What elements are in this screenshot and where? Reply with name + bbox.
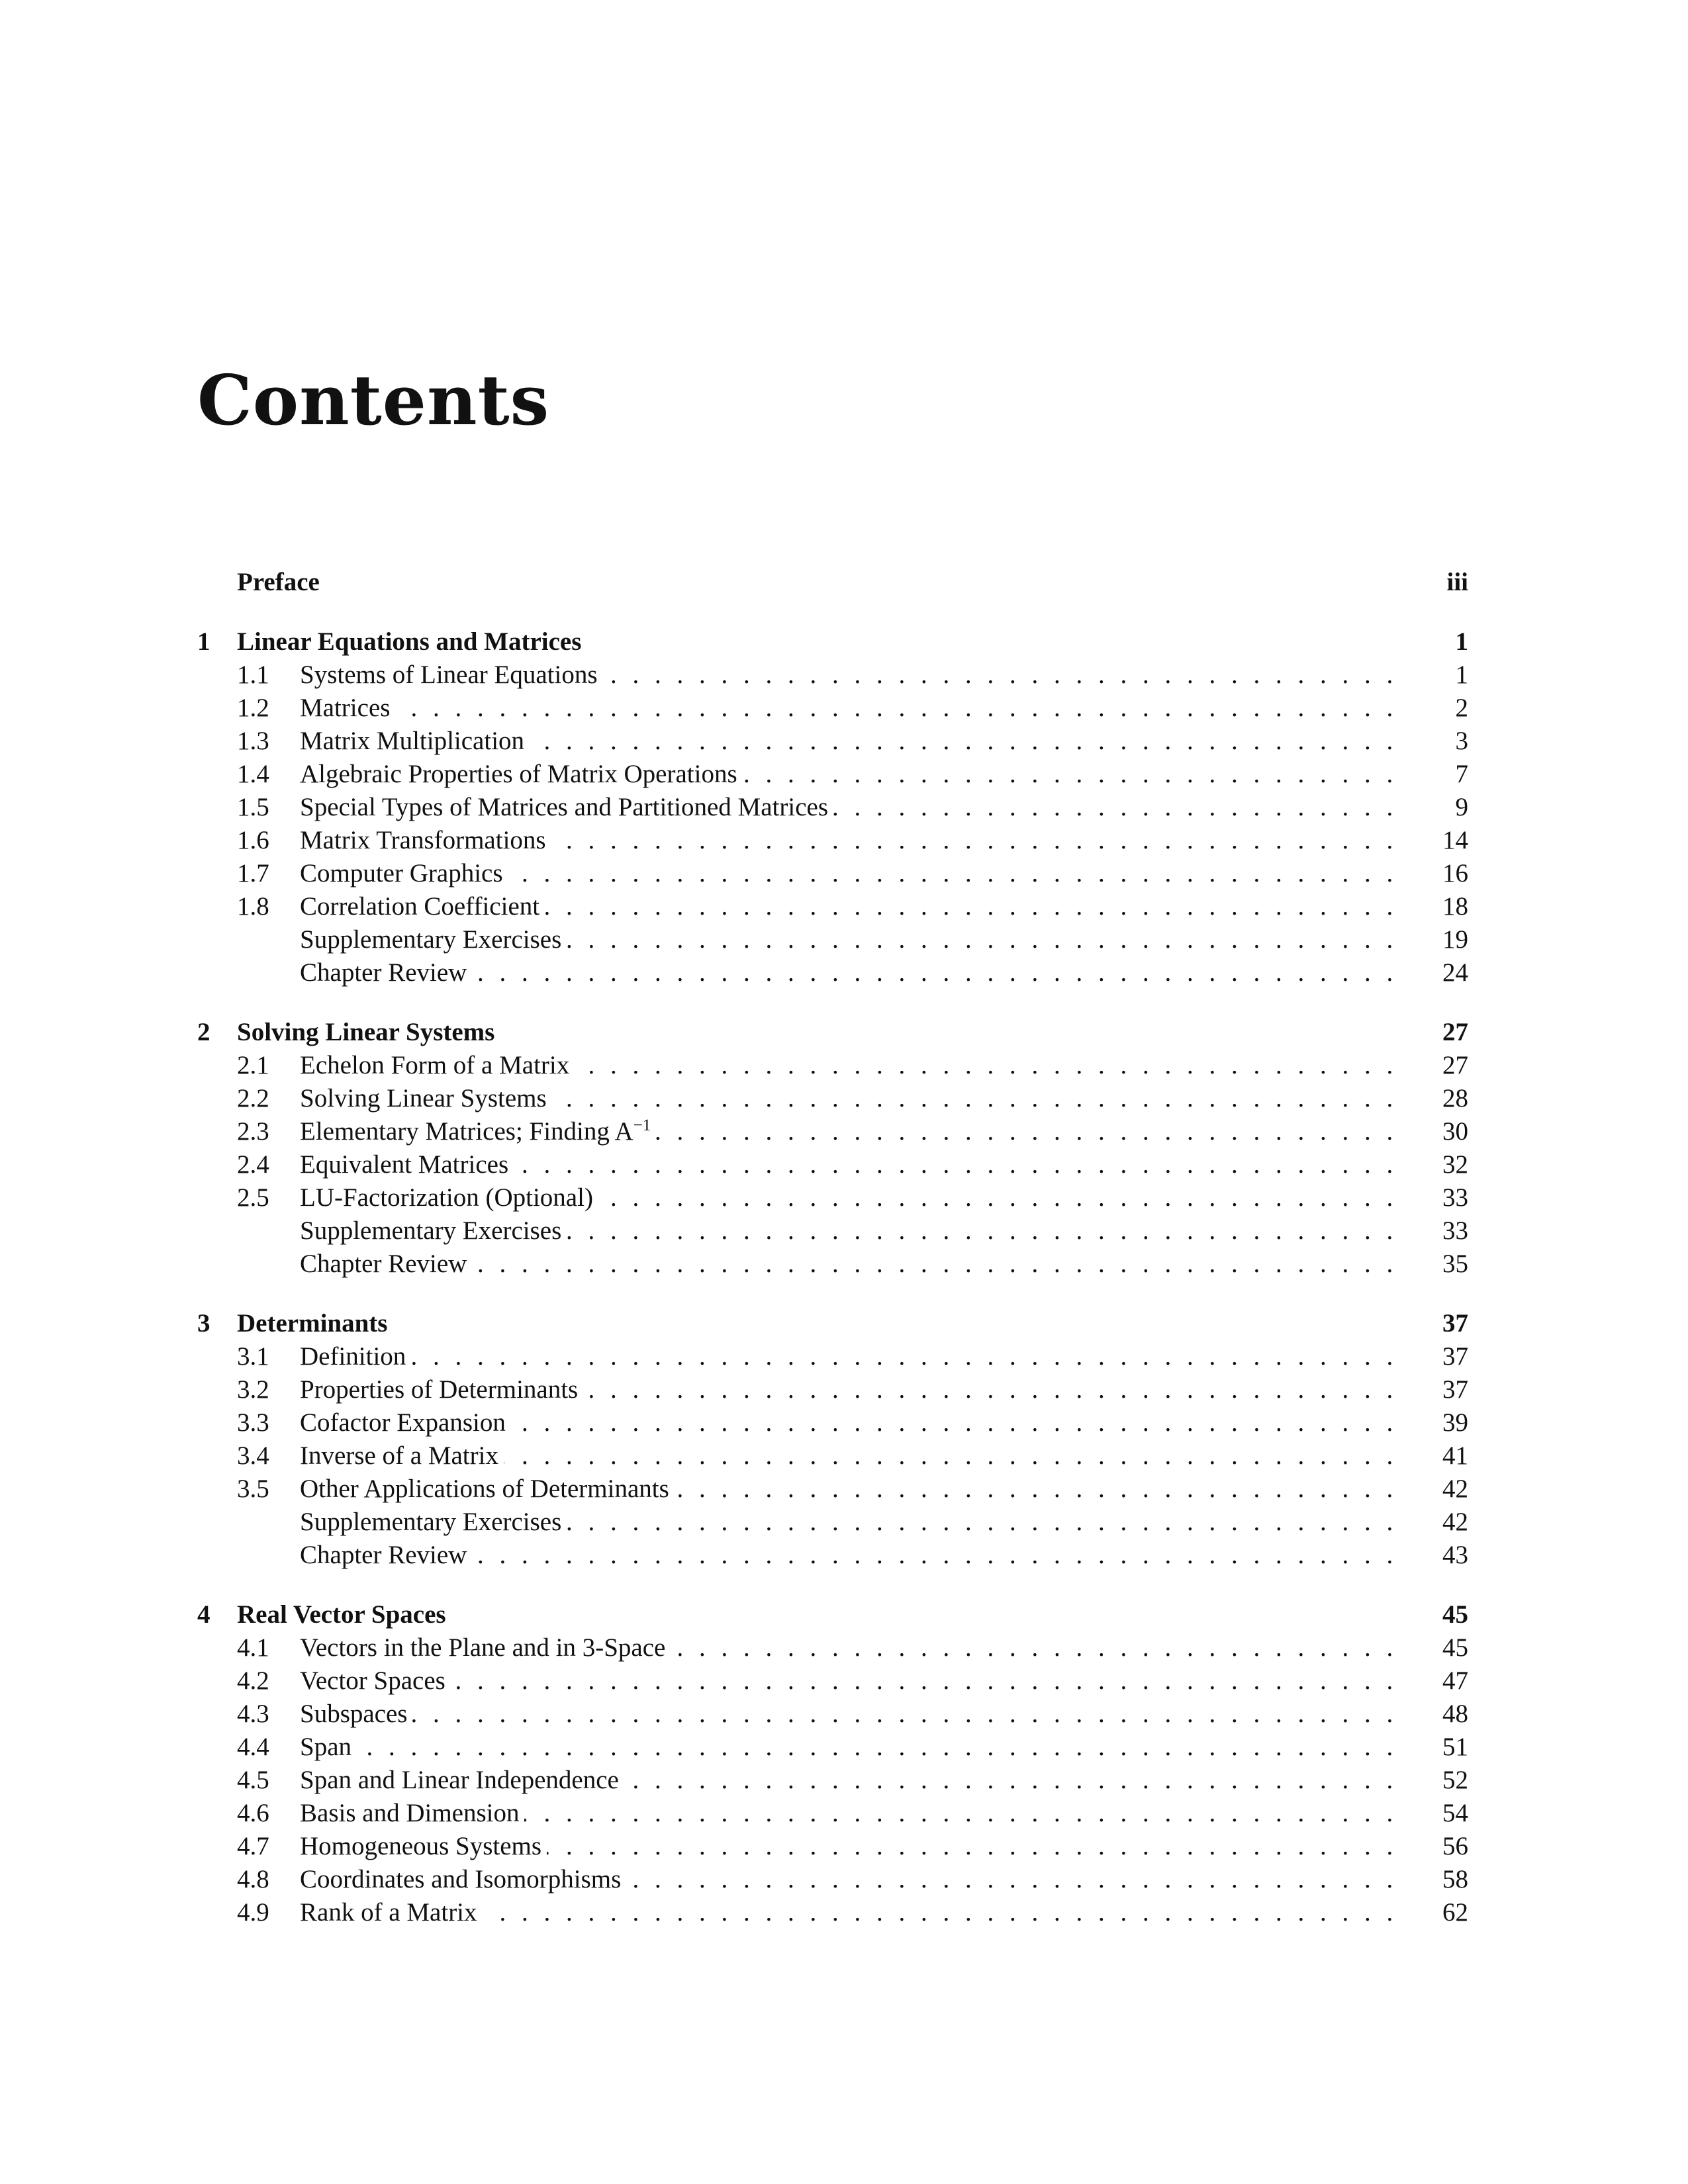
section-page: 43 bbox=[1442, 1541, 1468, 1569]
section-label: Matrices bbox=[300, 694, 395, 722]
chapter-page: 1 bbox=[1455, 627, 1468, 656]
section-leader bbox=[300, 1863, 1409, 1896]
section-page: 37 bbox=[1442, 1342, 1468, 1371]
section-page: 24 bbox=[1442, 958, 1468, 987]
section-label: Span bbox=[300, 1733, 357, 1761]
chapter-page: 37 bbox=[1442, 1309, 1468, 1338]
section-page: 51 bbox=[1442, 1733, 1468, 1761]
section-leader bbox=[300, 1506, 1409, 1539]
toc-chapter-3[interactable] bbox=[197, 1307, 1468, 1340]
section-page: 16 bbox=[1442, 859, 1468, 887]
section-page: 58 bbox=[1442, 1865, 1468, 1893]
section-leader bbox=[300, 1406, 1409, 1439]
section-label: Algebraic Properties of Matrix Operations bbox=[300, 760, 743, 788]
section-number: 4.9 bbox=[237, 1898, 269, 1927]
section-number: 4.1 bbox=[237, 1633, 269, 1662]
section-label: Span and Linear Independence bbox=[300, 1766, 624, 1794]
toc-section-row[interactable] bbox=[197, 890, 1468, 923]
toc-preface[interactable] bbox=[197, 566, 1468, 599]
toc-section-row[interactable] bbox=[197, 1506, 1468, 1539]
section-label: Basis and Dimension bbox=[300, 1799, 524, 1827]
toc-section-row[interactable] bbox=[197, 1049, 1468, 1082]
section-number: 4.4 bbox=[237, 1733, 269, 1761]
section-label: Subspaces bbox=[300, 1700, 412, 1728]
section-page: 37 bbox=[1442, 1375, 1468, 1404]
section-label: Matrix Multiplication bbox=[300, 727, 530, 755]
section-page: 48 bbox=[1442, 1700, 1468, 1728]
toc-section-row[interactable] bbox=[197, 1664, 1468, 1698]
section-leader bbox=[300, 659, 1409, 692]
section-page: 35 bbox=[1442, 1250, 1468, 1278]
section-label: Special Types of Matrices and Partitioned Matrices bbox=[300, 793, 833, 821]
toc-section-row[interactable] bbox=[197, 1340, 1468, 1373]
section-page: 9 bbox=[1455, 793, 1468, 821]
section-number: 1.2 bbox=[237, 694, 269, 722]
section-label: Vector Spaces bbox=[300, 1666, 451, 1695]
section-leader bbox=[300, 1664, 1409, 1698]
section-label-superscript: −1 bbox=[633, 1116, 651, 1134]
section-leader bbox=[300, 1631, 1409, 1664]
section-label: Inverse of a Matrix bbox=[300, 1441, 504, 1470]
section-page: 30 bbox=[1442, 1117, 1468, 1146]
toc-section-row[interactable] bbox=[197, 1698, 1468, 1731]
toc-section-row[interactable] bbox=[197, 1406, 1468, 1439]
section-page: 56 bbox=[1442, 1832, 1468, 1860]
toc-section-row[interactable] bbox=[197, 791, 1468, 824]
toc-section-row[interactable] bbox=[197, 1115, 1468, 1148]
section-page: 42 bbox=[1442, 1475, 1468, 1503]
section-page: 14 bbox=[1442, 826, 1468, 854]
section-number: 2.1 bbox=[237, 1051, 269, 1079]
section-number: 4.5 bbox=[237, 1766, 269, 1794]
toc-section-row[interactable] bbox=[197, 1181, 1468, 1214]
section-number: 1.8 bbox=[237, 892, 269, 921]
section-page: 2 bbox=[1455, 694, 1468, 722]
section-number: 3.3 bbox=[237, 1408, 269, 1437]
section-page: 39 bbox=[1442, 1408, 1468, 1437]
toc-section-row[interactable] bbox=[197, 956, 1468, 989]
section-page: 32 bbox=[1442, 1150, 1468, 1179]
section-label: Homogeneous Systems bbox=[300, 1832, 547, 1860]
chapter-title: Solving Linear Systems bbox=[237, 1018, 495, 1046]
chapter-list bbox=[197, 599, 1468, 1929]
section-leader bbox=[300, 1148, 1409, 1181]
section-leader bbox=[300, 1082, 1409, 1115]
section-page: 7 bbox=[1455, 760, 1468, 788]
section-label: Elementary Matrices; Finding $A^{-1}$ bbox=[300, 1117, 656, 1146]
section-leader bbox=[300, 1896, 1409, 1929]
section-page: 54 bbox=[1442, 1799, 1468, 1827]
section-leader bbox=[300, 857, 1409, 890]
section-label: Echelon Form of a Matrix bbox=[300, 1051, 575, 1079]
toc-section-row[interactable] bbox=[197, 1082, 1468, 1115]
section-leader bbox=[300, 725, 1409, 758]
toc-section-row[interactable] bbox=[197, 1539, 1468, 1572]
chapter-spacer bbox=[197, 989, 1468, 1016]
toc-section-row[interactable] bbox=[197, 758, 1468, 791]
page-title: Contents bbox=[197, 359, 550, 441]
section-label: Solving Linear Systems bbox=[300, 1084, 552, 1113]
section-page: 62 bbox=[1442, 1898, 1468, 1927]
section-number: 3.5 bbox=[237, 1475, 269, 1503]
section-page: 42 bbox=[1442, 1508, 1468, 1536]
toc-section-row[interactable] bbox=[197, 1214, 1468, 1248]
chapter-spacer bbox=[197, 1572, 1468, 1598]
toc-section-row[interactable] bbox=[197, 1896, 1468, 1929]
section-label: Chapter Review bbox=[300, 1541, 472, 1569]
section-page: 52 bbox=[1442, 1766, 1468, 1794]
section-leader bbox=[300, 1439, 1409, 1473]
section-leader bbox=[300, 1731, 1409, 1764]
chapter-number: 3 bbox=[197, 1309, 211, 1338]
section-label: Definition bbox=[300, 1342, 411, 1371]
section-label: Chapter Review bbox=[300, 1250, 472, 1278]
toc-section-row[interactable] bbox=[197, 725, 1468, 758]
toc-section-row[interactable] bbox=[197, 1248, 1468, 1281]
toc-section-row[interactable] bbox=[197, 659, 1468, 692]
section-number: 2.5 bbox=[237, 1183, 269, 1212]
section-page: 1 bbox=[1455, 660, 1468, 689]
section-page: 28 bbox=[1442, 1084, 1468, 1113]
toc-section-row[interactable] bbox=[197, 1439, 1468, 1473]
section-label: Properties of Determinants bbox=[300, 1375, 583, 1404]
section-page: 47 bbox=[1442, 1666, 1468, 1695]
section-label: Cofactor Expansion bbox=[300, 1408, 511, 1437]
section-page: 3 bbox=[1455, 727, 1468, 755]
chapter-title: Determinants bbox=[237, 1309, 388, 1338]
chapter-spacer bbox=[197, 599, 1468, 625]
section-number: 4.2 bbox=[237, 1666, 269, 1695]
section-label: Correlation Coefficient bbox=[300, 892, 545, 921]
section-leader bbox=[300, 758, 1409, 791]
section-leader bbox=[300, 1797, 1409, 1830]
section-leader bbox=[300, 824, 1409, 857]
section-label: Vectors in the Plane and in 3-Space bbox=[300, 1633, 671, 1662]
toc-section-row[interactable] bbox=[197, 1148, 1468, 1181]
section-number: 3.4 bbox=[237, 1441, 269, 1470]
section-leader bbox=[300, 1248, 1409, 1281]
section-label: Systems of Linear Equations bbox=[300, 660, 603, 689]
toc-section-row[interactable] bbox=[197, 1797, 1468, 1830]
section-leader bbox=[300, 1830, 1409, 1863]
section-leader bbox=[300, 692, 1409, 725]
section-page: 41 bbox=[1442, 1441, 1468, 1470]
section-page: 19 bbox=[1442, 925, 1468, 954]
section-leader bbox=[300, 1473, 1409, 1506]
section-number: 3.2 bbox=[237, 1375, 269, 1404]
section-page: 33 bbox=[1442, 1183, 1468, 1212]
section-label: Supplementary Exercises bbox=[300, 925, 567, 954]
toc-section-row[interactable] bbox=[197, 1631, 1468, 1664]
table-of-contents bbox=[197, 566, 1468, 1929]
toc-chapter-2[interactable] bbox=[197, 1016, 1468, 1049]
section-number: 1.5 bbox=[237, 793, 269, 821]
section-page: 33 bbox=[1442, 1216, 1468, 1245]
toc-chapter-4[interactable] bbox=[197, 1598, 1468, 1631]
toc-section-row[interactable] bbox=[197, 857, 1468, 890]
section-leader bbox=[300, 1181, 1409, 1214]
chapter-title: Real Vector Spaces bbox=[237, 1600, 446, 1629]
section-leader bbox=[300, 1214, 1409, 1248]
section-number: 4.8 bbox=[237, 1865, 269, 1893]
section-page: 18 bbox=[1442, 892, 1468, 921]
toc-section-row[interactable] bbox=[197, 1764, 1468, 1797]
section-number: 2.3 bbox=[237, 1117, 269, 1146]
section-number: 1.3 bbox=[237, 727, 269, 755]
chapter-spacer bbox=[197, 1281, 1468, 1307]
chapter-page: 27 bbox=[1442, 1018, 1468, 1046]
section-leader bbox=[300, 1539, 1409, 1572]
section-leader bbox=[300, 1764, 1409, 1797]
section-number: 1.4 bbox=[237, 760, 269, 788]
section-leader bbox=[300, 890, 1409, 923]
section-number: 1.7 bbox=[237, 859, 269, 887]
section-leader bbox=[300, 1115, 1409, 1148]
chapter-page: 45 bbox=[1442, 1600, 1468, 1629]
section-number: 4.7 bbox=[237, 1832, 269, 1860]
chapter-number: 2 bbox=[197, 1018, 211, 1046]
section-number: 1.6 bbox=[237, 826, 269, 854]
section-number: 4.6 bbox=[237, 1799, 269, 1827]
toc-section-row[interactable] bbox=[197, 923, 1468, 956]
section-page: 45 bbox=[1442, 1633, 1468, 1662]
section-leader bbox=[300, 1049, 1409, 1082]
section-page: 27 bbox=[1442, 1051, 1468, 1079]
section-number: 2.4 bbox=[237, 1150, 269, 1179]
section-number: 2.2 bbox=[237, 1084, 269, 1113]
section-leader bbox=[300, 1340, 1409, 1373]
section-leader bbox=[300, 1373, 1409, 1406]
toc-section-row[interactable] bbox=[197, 1830, 1468, 1863]
section-label: Coordinates and Isomorphisms bbox=[300, 1865, 626, 1893]
preface-title: Preface bbox=[237, 568, 320, 596]
section-label: Supplementary Exercises bbox=[300, 1216, 567, 1245]
toc-section-row[interactable] bbox=[197, 1373, 1468, 1406]
section-label: Equivalent Matrices bbox=[300, 1150, 514, 1179]
toc-section-row[interactable] bbox=[197, 1473, 1468, 1506]
section-leader bbox=[300, 1698, 1409, 1731]
section-label: Other Applications of Determinants bbox=[300, 1475, 675, 1503]
toc-section-row[interactable] bbox=[197, 1731, 1468, 1764]
toc-section-row[interactable] bbox=[197, 824, 1468, 857]
section-number: 3.1 bbox=[237, 1342, 269, 1371]
section-number: 1.1 bbox=[237, 660, 269, 689]
section-label: LU-Factorization (Optional) bbox=[300, 1183, 598, 1212]
toc-section-row[interactable] bbox=[197, 692, 1468, 725]
section-leader bbox=[300, 956, 1409, 989]
section-leader bbox=[300, 923, 1409, 956]
preface-page: iii bbox=[1446, 568, 1468, 596]
section-number: 4.3 bbox=[237, 1700, 269, 1728]
section-label: Matrix Transformations bbox=[300, 826, 551, 854]
section-label: Rank of a Matrix bbox=[300, 1898, 483, 1927]
section-leader bbox=[300, 791, 1409, 824]
chapter-title: Linear Equations and Matrices bbox=[237, 627, 582, 656]
section-label: Computer Graphics bbox=[300, 859, 508, 887]
chapter-number: 1 bbox=[197, 627, 211, 656]
toc-chapter-1[interactable] bbox=[197, 625, 1468, 659]
chapter-number: 4 bbox=[197, 1600, 211, 1629]
section-label: Chapter Review bbox=[300, 958, 472, 987]
toc-section-row[interactable] bbox=[197, 1863, 1468, 1896]
section-label: Supplementary Exercises bbox=[300, 1508, 567, 1536]
